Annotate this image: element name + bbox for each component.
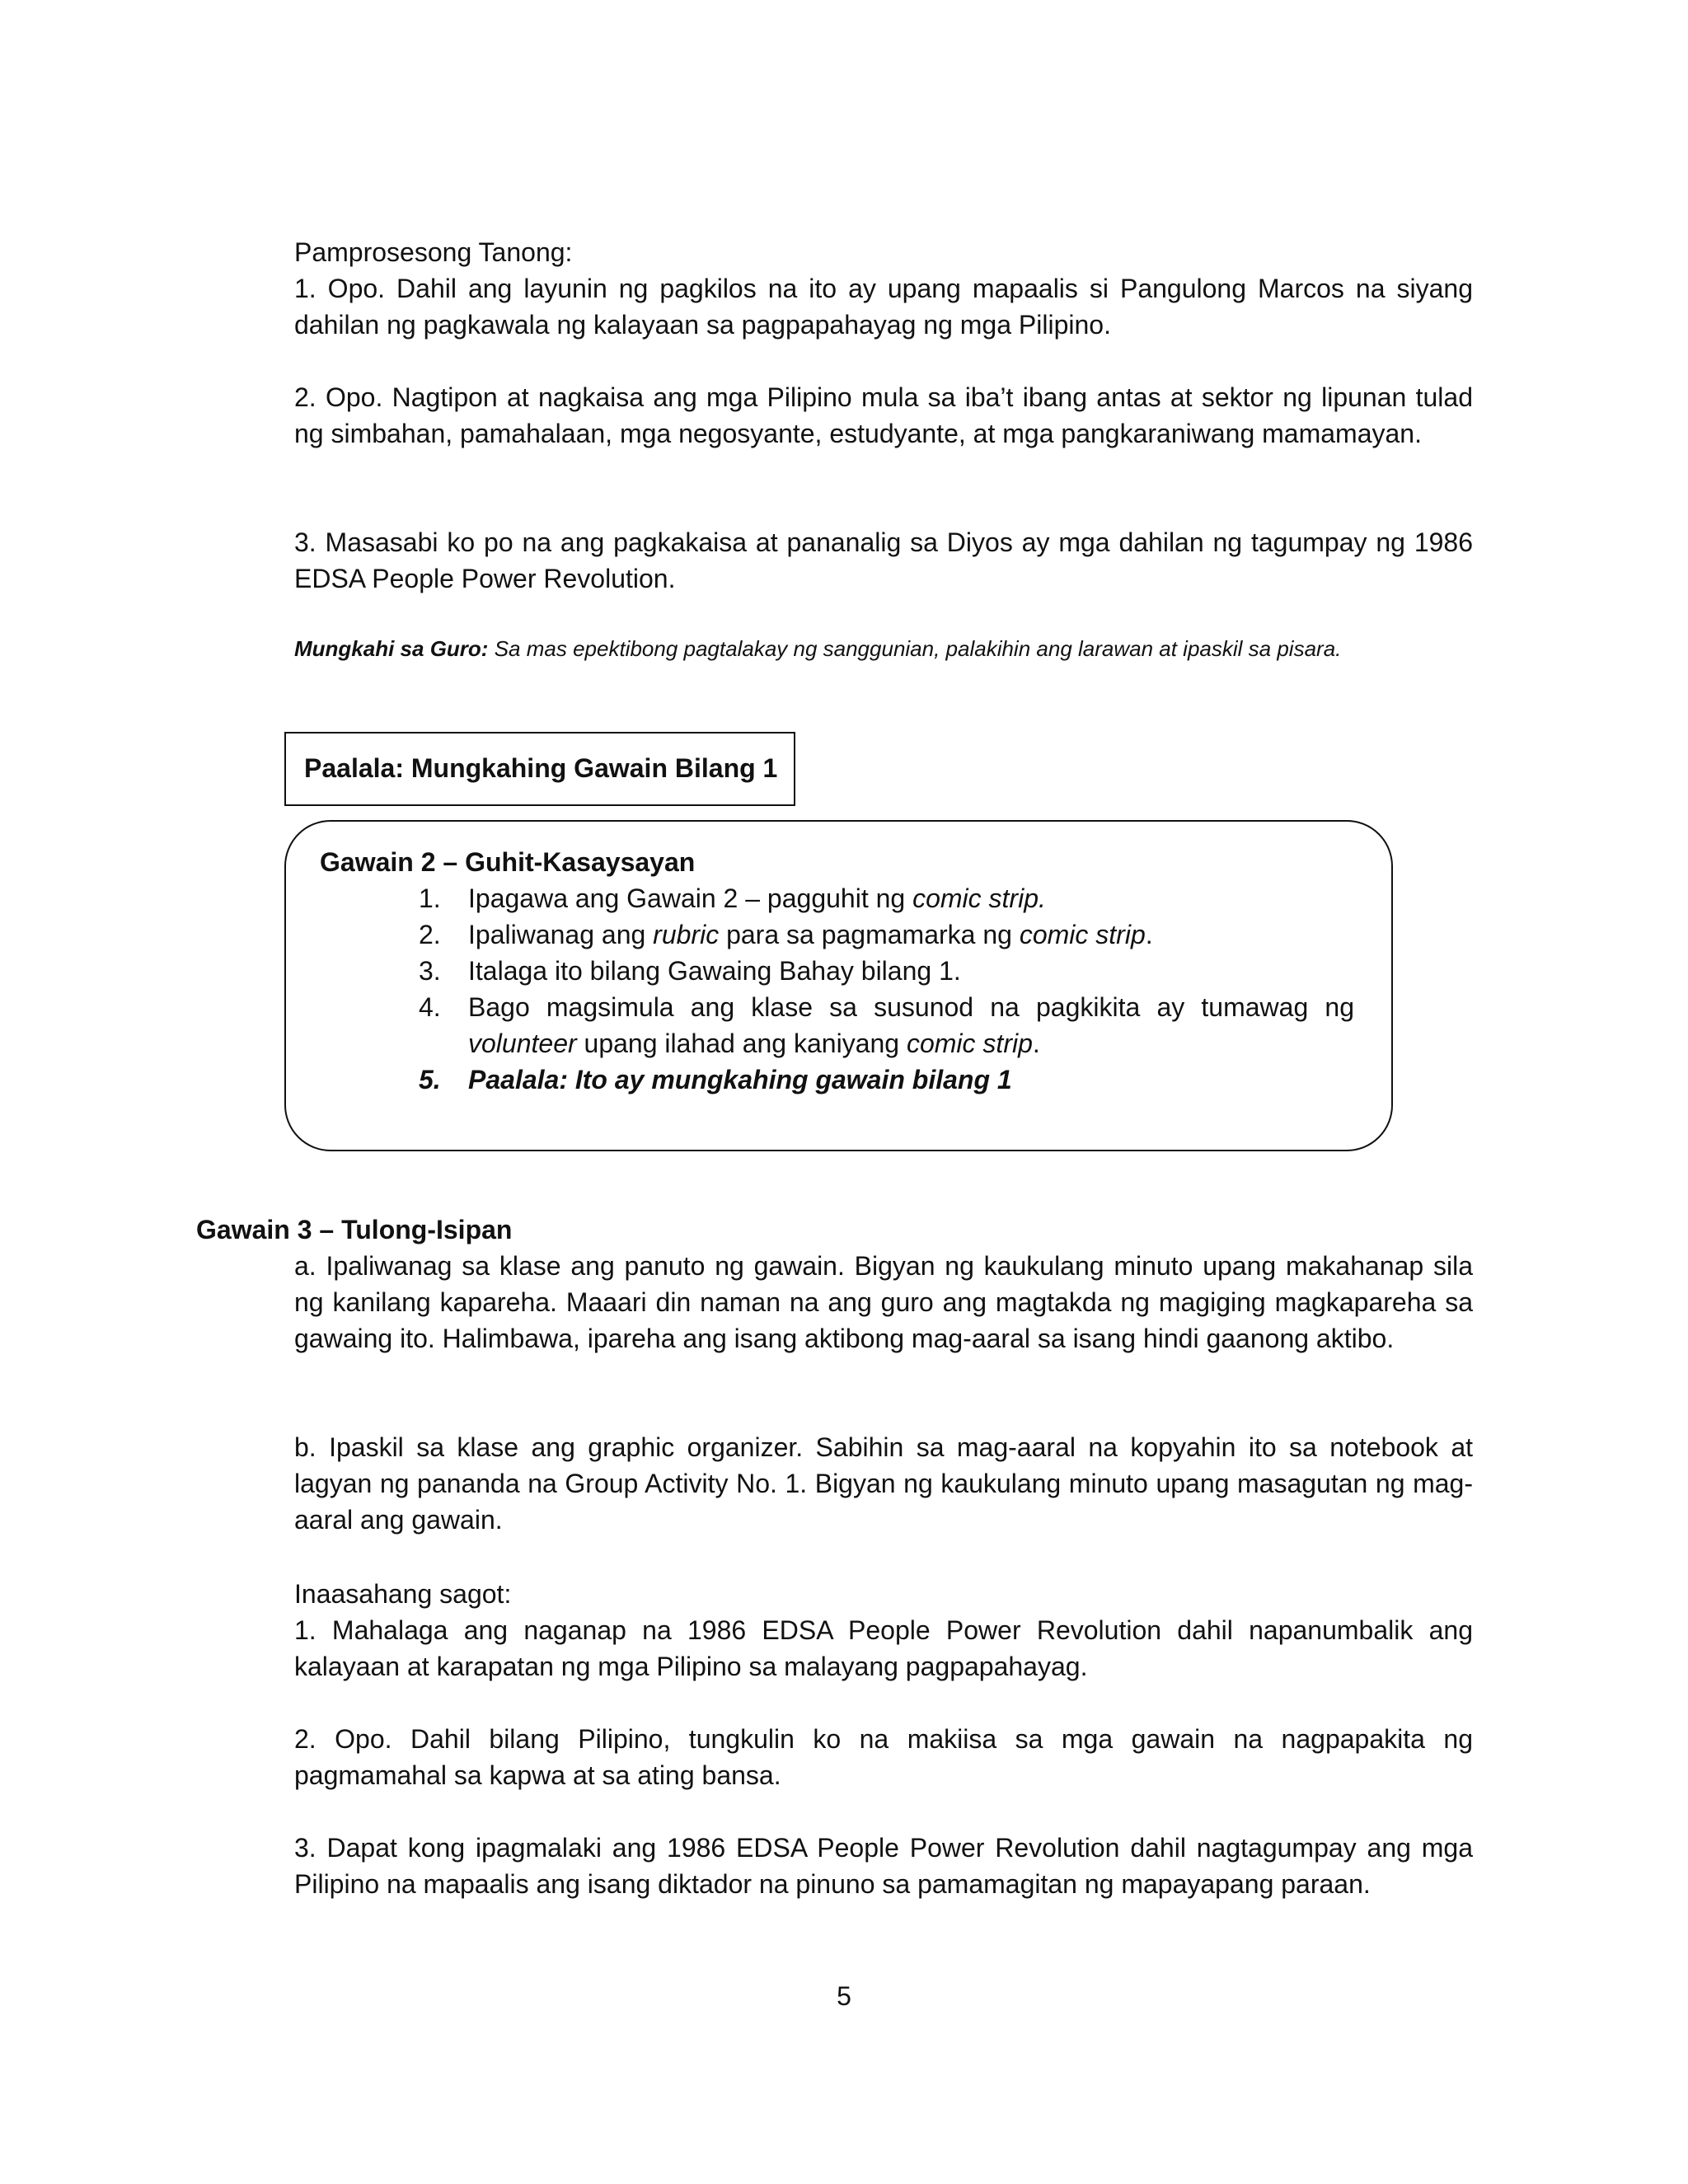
step-number: 2. [419,920,441,949]
activity-2-step [419,953,1354,989]
activity-2-step [419,989,1354,1062]
step-number: 3. [419,956,441,986]
processing-answer-3: 3. Masasabi ko po na ang pagkakaisa at pananalig sa Diyos ay mga dahilan ng tagumpay ng 1986 EDSA People Power Revolution. [294,527,1473,593]
teacher-note [294,635,1473,663]
step-number: 1. [419,883,441,913]
step-number: 4. [419,992,441,1022]
step-term: comic strip [1019,920,1146,949]
expected-answer-1: 1. Mahalaga ang naganap na 1986 EDSA People Power Revolution dahil napanumbalik ang kalayaan at karapatan ng mga Pilipino sa malayang pagpapahayag. [294,1615,1473,1681]
step-text: Paalala: Ito ay mungkahing gawain bilang 1 [468,1065,1012,1094]
step-term: volunteer [468,1029,577,1058]
activity-2-step [419,916,1354,953]
expected-answer-2: 2. Opo. Dahil bilang Pilipino, tungkulin ko na makiisa sa mga gawain na nagpapakita ng pagmamahal sa kapwa at sa ating bansa. [294,1724,1473,1790]
activity-3-title: Gawain 3 – Tulong-Isipan [196,1215,513,1244]
page-number: 5 [837,1981,851,2011]
teacher-note-text: Sa mas epektibong pagtalakay ng sanggunian, palakihin ang larawan at ipaskil sa pisara. [494,636,1342,661]
reminder-box [284,732,795,806]
step-text: Ipagawa ang Gawain 2 – pagguhit ng [468,883,913,913]
step-number: 5. [419,1065,441,1094]
reminder-label: Paalala: Mungkahing Gawain Bilang 1 [304,753,778,783]
step-text: . [1145,920,1153,949]
teacher-note-label: Mungkahi sa Guro: [294,636,489,661]
step-term: comic strip. [912,883,1046,913]
step-text: para sa pagmamarka ng [719,920,1020,949]
step-text: Italaga ito bilang Gawaing Bahay bilang 1. [468,956,961,986]
step-term: rubric [653,920,720,949]
activity-2-steps [419,880,1354,1098]
processing-heading: Pamprosesong Tanong: [294,237,573,267]
activity-2-step [419,880,1354,916]
activity-3-paragraph-b: b. Ipaskil sa klase ang graphic organizer. Sabihin sa mag-aaral na kopyahin ito sa notebook at lagyan ng pananda na Group Activity No. 1. Bigyan ng kaukulang minuto upang masagutan ng mag-aaral ang gawain. [294,1432,1473,1535]
step-text: upang ilahad ang kaniyang [576,1029,907,1058]
expected-answer-3: 3. Dapat kong ipagmalaki ang 1986 EDSA People Power Revolution dahil nagtagumpay ang mga Pilipino na mapaalis ang isang diktador na pinuno sa pamamagitan ng mapayapang paraan. [294,1833,1473,1899]
processing-answer-1: 1. Opo. Dahil ang layunin ng pagkilos na ito ay upang mapaalis si Pangulong Marcos na siyang dahilan ng pagkawala ng kalayaan sa pagpapahayag ng mga Pilipino. [294,274,1473,340]
expected-answers-heading: Inaasahang sagot: [294,1579,512,1609]
activity-2-step [419,1062,1354,1098]
step-text: . [1032,1029,1040,1058]
processing-answer-2: 2. Opo. Nagtipon at nagkaisa ang mga Pilipino mula sa iba’t ibang antas at sektor ng lipunan tulad ng simbahan, pamahalaan, mga negosyante, estudyante, at mga pangkaraniwang mamamayan. [294,382,1473,448]
step-text: Ipaliwanag ang [468,920,654,949]
activity-2-title: Gawain 2 – Guhit-Kasaysayan [320,847,696,877]
activity-3-paragraph-a: a. Ipaliwanag sa klase ang panuto ng gawain. Bigyan ng kaukulang minuto upang makahanap sila ng kanilang kapareha. Maaari din naman na ang guro ang magtakda ng magiging magkapareha sa gawaing ito. Halimbawa, ipareha ang isang aktibong mag-aaral sa isang hindi gaanong aktibo. [294,1251,1473,1353]
step-text: Bago magsimula ang klase sa susunod na pagkikita ay tumawag ng [468,992,1354,1022]
step-term: comic strip [906,1029,1033,1058]
